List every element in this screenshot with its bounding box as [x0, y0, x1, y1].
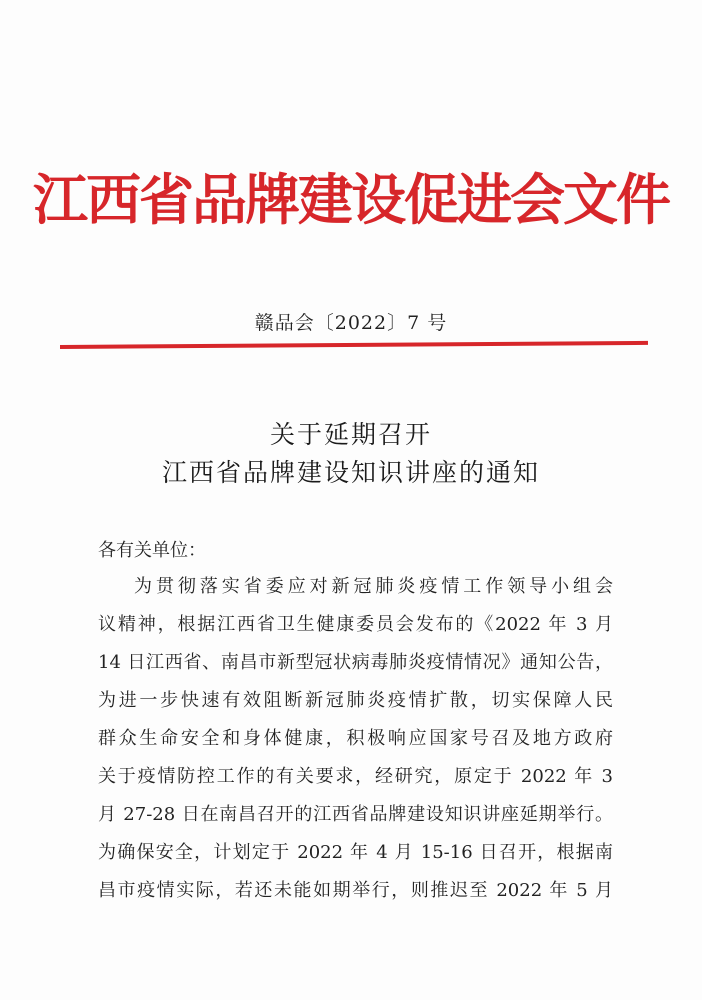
body-line: 为进一步快速有效阻断新冠肺炎疫情扩散，切实保障人民 [98, 690, 613, 711]
body-line: 月 27-28 日在南昌召开的江西省品牌建设知识讲座延期举行。 [98, 804, 613, 825]
body-line: 群众生命安全和身体健康，积极响应国家号召及地方政府 [98, 728, 613, 749]
document-number: 赣品会〔2022〕7 号 [254, 312, 448, 334]
body-line: 14 日江西省、南昌市新型冠状病毒肺炎疫情情况》通知公告， [98, 652, 613, 673]
notice-title [0, 416, 702, 492]
notice-title-line-1: 关于延期召开 [269, 420, 432, 449]
body-line: 昌市疫情实际，若还未能如期举行，则推迟至 2022 年 5 月 [98, 880, 613, 901]
body-text [98, 568, 613, 910]
addressee: 各有关单位： [98, 540, 206, 561]
red-divider-line [60, 341, 648, 349]
body-line: 为贯彻落实省委应对新冠肺炎疫情工作领导小组会 [134, 576, 613, 597]
body-line: 议精神，根据江西省卫生健康委员会发布的《2022 年 3 月 [98, 614, 613, 635]
document-header-title: 江西省品牌建设促进会文件 [32, 168, 669, 232]
notice-title-line-2: 江西省品牌建设知识讲座的通知 [161, 458, 540, 487]
body-line: 关于疫情防控工作的有关要求，经研究，原定于 2022 年 3 [98, 766, 613, 787]
body-line: 为确保安全，计划定于 2022 年 4 月 15-16 日召开，根据南 [98, 842, 613, 863]
